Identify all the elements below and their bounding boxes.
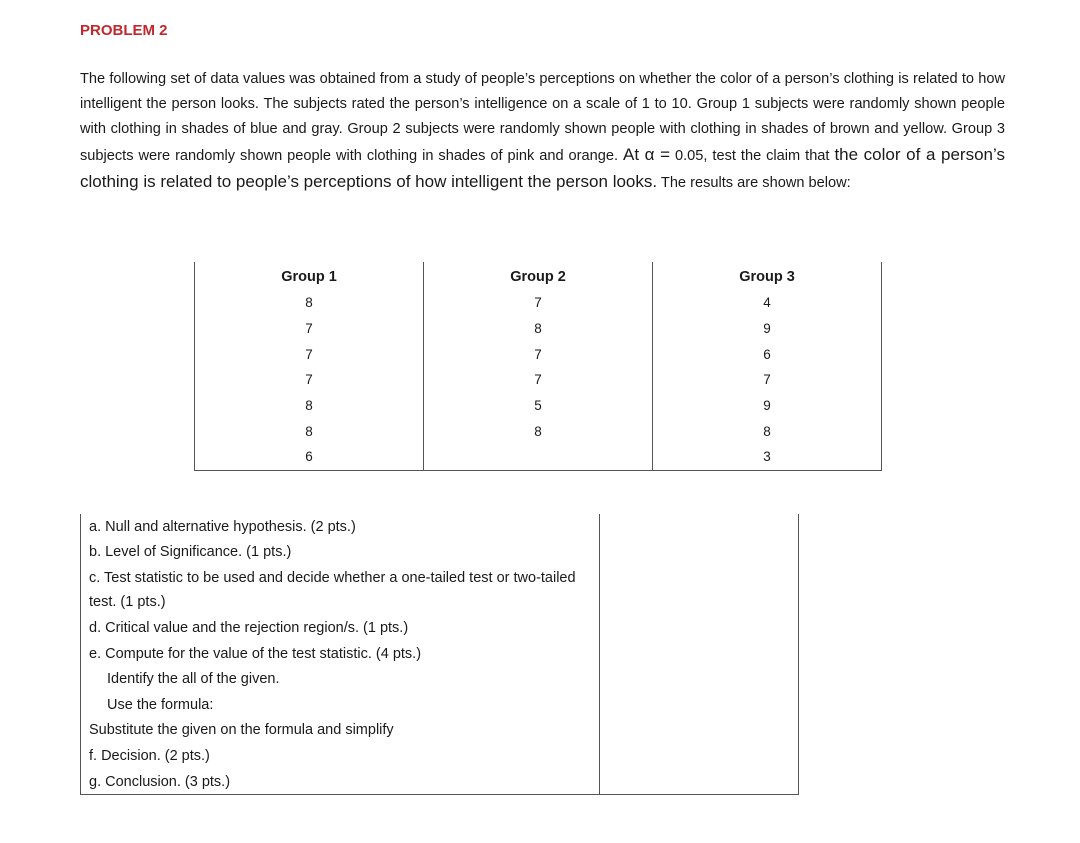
table-row [195,418,882,444]
table-cell: 6 [653,341,882,367]
answer-cell[interactable] [600,514,799,540]
table-cell: 8 [195,290,424,316]
group-1-header: Group 1 [195,262,424,290]
table-row [195,367,882,393]
answer-cell[interactable] [600,565,799,615]
table-cell: 7 [195,367,424,393]
intro-part1: The following set of data values was obtained from a study of people’s perceptions on whether the color of a person’s clothing is related to how intelligent the person looks. The subjects rated the person’s intelligence on a scale of 1 to 10. Group 1 subjects were randomly shown people with clothing in shades of blue and gray. Group 2 subjects were randomly shown people with clothing in shades of brown and yellow. Group 3 subjects were randomly shown people with clothing in shades of pink and orange. [80,71,1005,164]
table-cell: 8 [653,418,882,444]
table-cell: 7 [424,290,653,316]
question-row [81,769,799,795]
table-cell [424,444,653,470]
table-cell: 5 [424,393,653,419]
answer-cell[interactable] [600,692,799,718]
question-c: c. Test statistic to be used and decide whether a one-tailed test or two-tailed test. (1 pts.) [81,565,600,615]
table-cell: 8 [424,316,653,342]
group-3-header: Group 3 [653,262,882,290]
intro-part3: The results are shown below: [660,175,851,191]
table-cell: 9 [653,393,882,419]
table-row [195,316,882,342]
question-table [80,514,799,795]
intro-part2: 0.05, test the claim that [675,148,830,164]
data-table-header-row [195,262,882,290]
question-row [81,641,799,667]
intro-claim: the color of a person’s clothing is related to people’s perceptions of how intelligent the person looks. [80,145,1005,191]
table-cell: 4 [653,290,882,316]
answer-cell[interactable] [600,540,799,566]
answer-cell[interactable] [600,615,799,641]
question-row [81,666,799,692]
answer-cell[interactable] [600,769,799,795]
problem-heading: PROBLEM 2 [80,22,168,39]
question-b: b. Level of Significance. (1 pts.) [81,540,600,566]
question-row [81,692,799,718]
question-e-formula: Use the formula: [81,692,600,718]
question-e: e. Compute for the value of the test statistic. (4 pts.) [81,641,600,667]
table-cell: 9 [653,316,882,342]
question-g: g. Conclusion. (3 pts.) [81,769,600,795]
table-cell: 7 [195,316,424,342]
question-row [81,514,799,540]
answer-cell[interactable] [600,743,799,769]
table-cell: 8 [424,418,653,444]
intro-alpha: At α = [623,145,671,164]
table-cell: 7 [424,341,653,367]
question-e-substitute: Substitute the given on the formula and simplify [81,718,600,744]
question-row [81,615,799,641]
answer-cell[interactable] [600,666,799,692]
table-row [195,290,882,316]
question-f: f. Decision. (2 pts.) [81,743,600,769]
group-2-header: Group 2 [424,262,653,290]
question-e-identify: Identify the all of the given. [81,666,600,692]
question-d: d. Critical value and the rejection region/s. (1 pts.) [81,615,600,641]
answer-cell[interactable] [600,718,799,744]
table-cell: 7 [653,367,882,393]
table-cell: 8 [195,393,424,419]
question-row [81,540,799,566]
question-row [81,718,799,744]
table-cell: 8 [195,418,424,444]
question-row [81,743,799,769]
table-row [195,341,882,367]
table-row [195,393,882,419]
question-row [81,565,799,615]
data-table [194,262,882,471]
question-a: a. Null and alternative hypothesis. (2 pts.) [81,514,600,540]
problem-statement [80,67,1005,196]
table-cell: 7 [424,367,653,393]
table-cell: 7 [195,341,424,367]
table-cell: 3 [653,444,882,470]
table-cell: 6 [195,444,424,470]
table-row [195,444,882,470]
answer-cell[interactable] [600,641,799,667]
